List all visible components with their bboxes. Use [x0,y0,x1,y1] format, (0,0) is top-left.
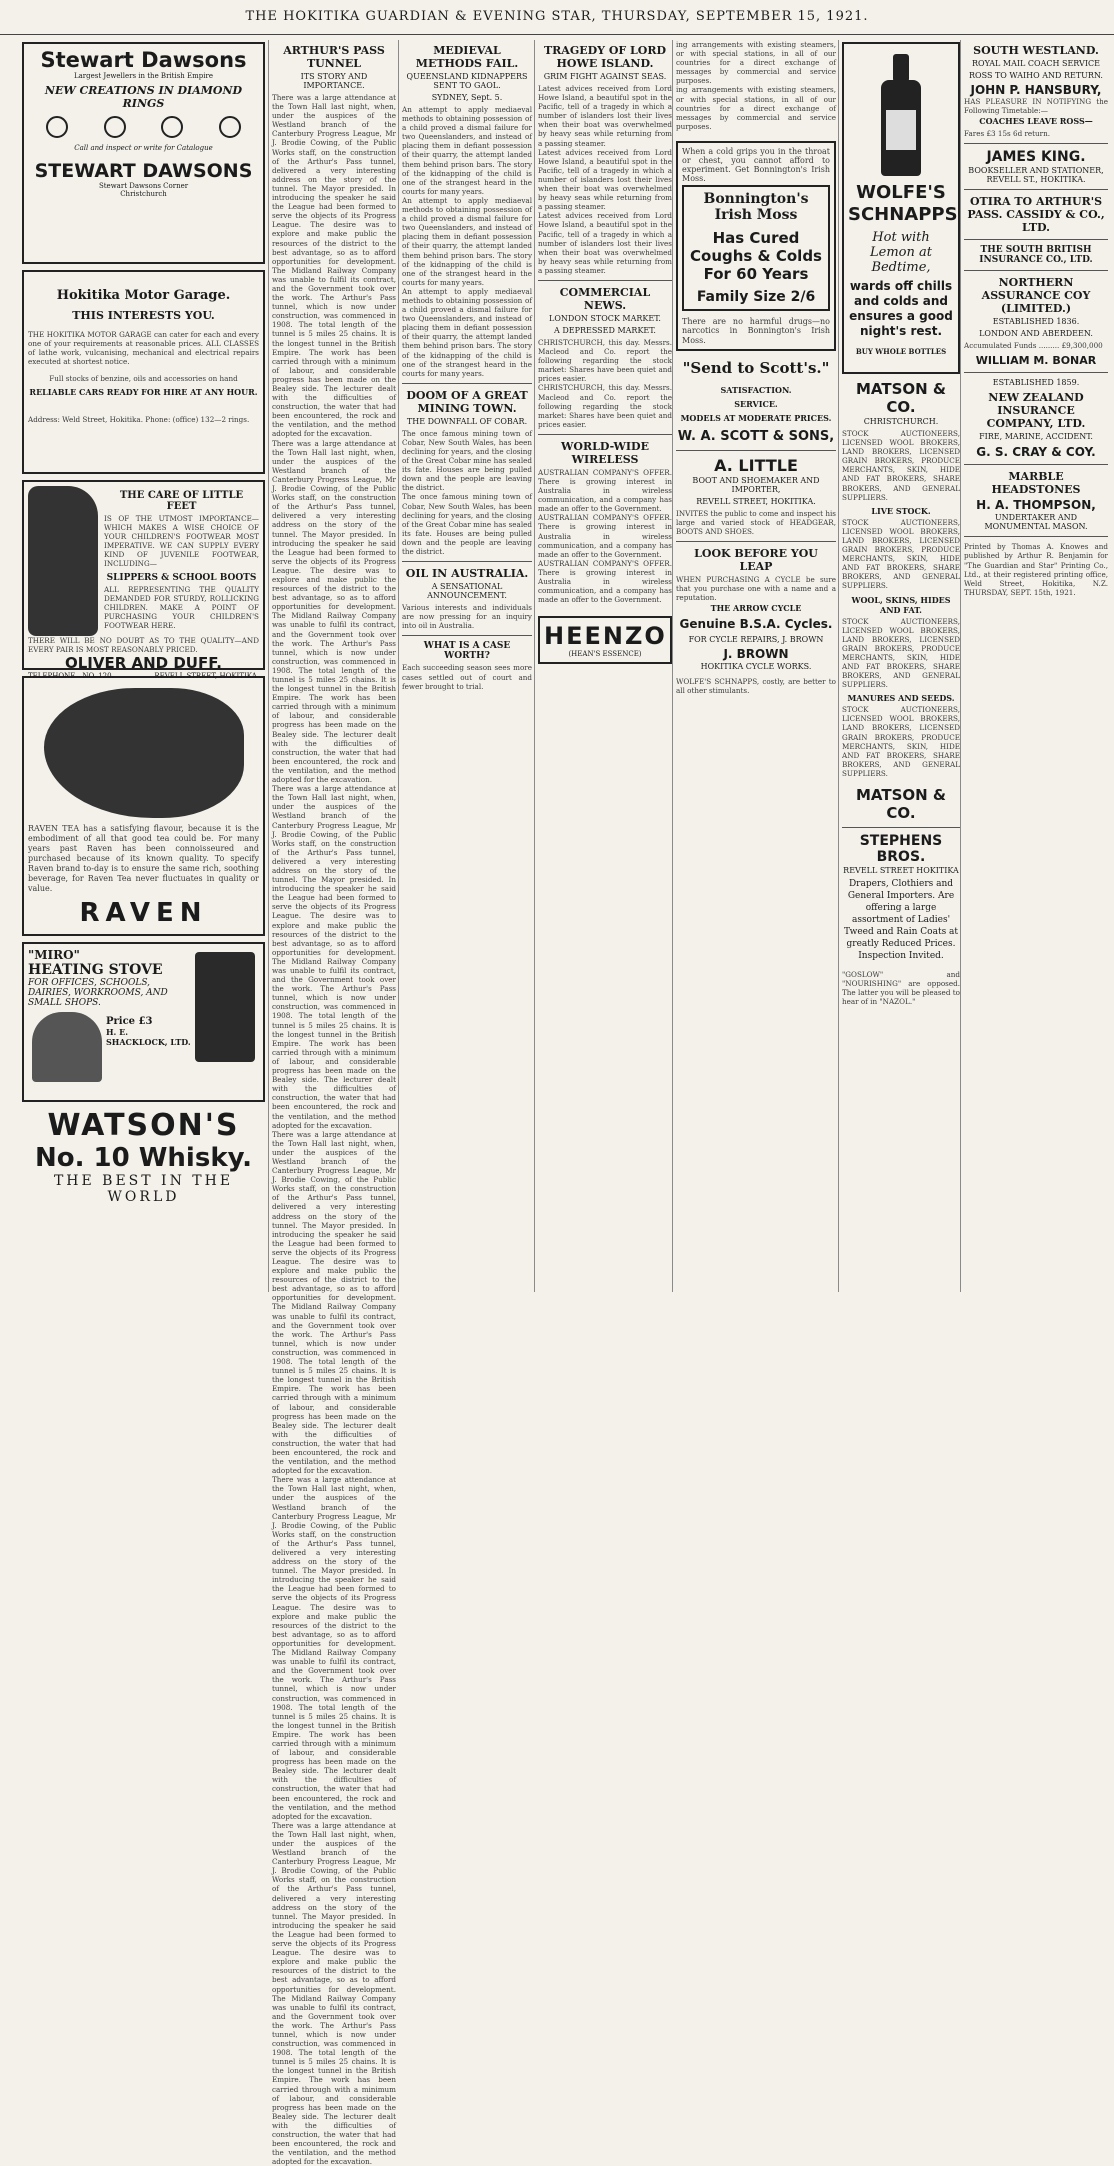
stewart-logo: STEWART DAWSONS [34,160,253,182]
medieval-body-continued: An attempt to apply mediaeval methods to obtaining possession of a child proved a dismal failure for two Queenslanders, and instead of placing them in defiant possession of their quarry, the attempt landed them behind prison bars. The story of the kidnapping of the child is one of the strangest heard in the courts for many years. [402,195,532,287]
cycle-arrow: THE ARROW CYCLE [710,603,802,614]
feet-telephone: TELEPHONE—NO. 120. [28,672,114,681]
matson-manure: MANURES AND SEEDS. [847,693,955,704]
stove-illustration [195,952,255,1062]
matson-wool: WOOL, SKINS, HIDES AND FAT. [851,594,951,615]
stewart-corner: Stewart Dawsons Corner [98,182,189,190]
garage-cars: RELIABLE CARS READY FOR HIRE AT ANY HOUR. [29,387,258,398]
arthurs-pass-body: There was a large attendance at the Town Hall last night, when, under the auspices of the Westland branch of the Canterbury Progress League, Mr J. Brodie Cowing, of the Public Works staff, on the construction of the Arthur's Pass tunnel, delivered a very interesting address on the story of the tunnel. The Mayor presided. In introducing the speaker he said the League had been formed to serve the objects of its Progress League. The desire was to explore and make public the resources of the district to the best advantage, so as to afford opportunities for development. The Midland Railway Company was unable to fulfil its contract, and the Government took over the work. The Arthur's Pass tunnel, which is now under construction, was commenced in 1908. The total length of the tunnel is 5 miles 25 chains. It is the longest tunnel in the British Empire. The work has been carried through with a minimum of labour, and considerable progress has been made on the Bealey side. The lecturer dealt with the difficulties of construction, the water that had been encountered, the rock and the ventilation, and the method adopted for the excavation. [272,93,396,439]
northern-heading: NORTHERN ASSURANCE COY (LIMITED.) [981,276,1091,316]
arthurs-pass-body-continued-5: There was a large attendance at the Town Hall last night, when, under the auspices of the Westland branch of the Canterbury Progress League, Mr J. Brodie Cowing, of the Public Works staff, on the construction of the Arthur's Pass tunnel, delivered a very interesting address on the story of the tunnel. The Mayor presided. In introducing the speaker he said the League had been formed to serve the objects of its Progress League. The desire was to explore and make public the resources of the district to the best advantage, so as to afford opportunities for development. The Midland Railway Company was unable to fulfil its contract, and the Government took over the work. The Arthur's Pass tunnel, which is now under construction, was commenced in 1908. The total length of the tunnel is 5 miles 25 chains. It is the longest tunnel in the British Empire. The work has been carried through with a minimum of labour, and considerable progress has been made on the Bealey side. The lecturer dealt with the difficulties of construction, the water that had been encountered, the rock and the ventilation, and the method adopted for the excavation. [272,1820,396,2166]
sw-route: ROSS TO WAIHO AND RETURN. [969,71,1103,80]
raven-illustration [44,688,244,818]
ring-row [28,116,259,138]
nazol-note: "GOSLOW" and "NOURISHING" are opposed. The latter you will be pleased to hear of in "NAZOL." [842,970,960,1007]
divider [402,383,532,384]
miro-stove-ad [22,942,265,1102]
divider [964,536,1108,537]
nz-est: ESTABLISHED 1859. [992,378,1080,388]
watsons-whisky-ad [22,1108,265,1205]
nz-fire: FIRE, MARINE, ACCIDENT. [979,432,1093,442]
feet-body: IS OF THE UTMOST IMPORTANCE—WHICH MAKES A WISE CHOICE OF YOUR CHILDREN'S FOOTWEAR MOST IMPERATIVE. WE CAN SUPPLY EVERY KIND OF JUVENILE FOOTWEAR, INCLUDING— [104,514,259,569]
wolfe-buy: BUY WHOLE BOTTLES [855,347,947,356]
medieval-body-continued-2: An attempt to apply mediaeval methods to obtaining possession of a child proved a dismal failure for two Queenslanders, and instead of placing them in defiant possession of their quarry, the attempt landed them behind prison bars. The story of the kidnapping of the child is one of the strangest heard in the courts for many years. [402,286,532,378]
garage-interest: THIS INTERESTS YOU. [72,309,215,322]
wolfe-benefit: wards off chills and colds and ensures a good night's rest. [849,279,953,338]
children-illustration [32,1012,102,1082]
stewart-name: Stewart Dawsons [40,48,247,72]
divider [402,635,532,636]
medieval-sub: QUEENSLAND KIDNAPPERS SENT TO GAOL. [406,72,528,90]
divider [538,434,672,435]
bonnington-headline: Has Cured Coughs & Colds For 60 Years [690,229,822,284]
cobar-body-continued: The once famous mining town of Cobar, New South Wales, has been declining for years, and the closing of the Great Cobar mine has sealed its fate. Houses are being pulled down and the people are leaving the district. [402,492,532,557]
stewart-tagline: Largest Jewellers in the British Empire [73,72,213,80]
sw-mail: ROYAL MAIL COACH SERVICE [972,59,1100,68]
commercial-body-continued: CHRISTCHURCH, this day. Messrs. Macleod and Co. report the following regarding the stock market: Shares have been quiet and prices easier. [538,383,672,429]
stewart-dawsons-ad [22,42,265,264]
column-2 [268,40,399,2166]
arthurs-pass-sub: ITS STORY AND IMPORTANCE. [300,72,368,90]
masthead: THE HOKITIKA GUARDIAN & EVENING STAR, THURSDAY, SEPTEMBER 15, 1921. [0,0,1114,35]
case-heading: WHAT IS A CASE WORTH? [423,641,511,662]
column-5 [672,40,839,1292]
matson-name-footer: MATSON & CO. [855,786,946,822]
wireless-body-continued-2: AUSTRALIAN COMPANY'S OFFER. There is growing interest in Australia in wireless communication, and a company has made an offer to the Government. [538,558,672,605]
medieval-body: An attempt to apply mediaeval methods to obtaining possession of a child proved a dismal failure for two Queenslanders, and instead of placing them in defiant possession of their quarry, the attempt landed them behind prison bars. The story of the kidnapping of the child is one of the strangest heard in the courts for many years. [402,105,532,196]
cycle-works: HOKITIKA CYCLE WORKS. [700,662,812,672]
ring-icon [161,116,183,138]
arthurs-pass-heading: ARTHUR'S PASS TUNNEL [283,44,385,70]
miro-sub: FOR OFFICES, SCHOOLS, DAIRIES, WORKROOMS, AND SMALL SHOPS. [28,978,168,1008]
ring-icon [104,116,126,138]
stephens-body: Drapers, Clothiers and General Importers. Are offering a large assortment of Ladies' Tweed and Rain Coats at greatly Reduced Prices. Inspection Invited. [843,879,959,961]
divider [964,143,1108,144]
marble-heading: MARBLE HEADSTONES [991,470,1081,497]
little-street: REVELL STREET, HOKITIKA. [696,496,816,506]
stewart-creations: NEW CREATIONS IN DIAMOND RINGS [44,84,243,110]
garage-title: Hokitika Motor Garage. [56,288,231,303]
feet-detail: ALL REPRESENTING THE QUALITY DEMANDED FOR STURDY, ROLLICKING CHILDREN. MAKE A POINT OF PURCHASING YOUR CHILDREN'S FOOTWEAR HERE. [104,584,259,630]
divider [964,189,1108,190]
stephens-name: STEPHENS BROS. [859,833,943,865]
divider [402,561,532,562]
heenzo-brand: HEENZO [544,622,667,651]
bonnington-warning: There are no harmful drugs—no narcotics in Bonnington's Irish Moss. [682,317,830,345]
little-name: A. LITTLE [714,455,798,475]
little-trade: BOOT AND SHOEMAKER AND IMPORTER, [692,475,820,494]
oliver-duff-ad [22,480,265,681]
divider [964,372,1108,373]
wolfe-name: WOLFE'S SCHNAPPS [848,182,958,225]
divider [964,270,1108,271]
divider [964,464,1108,465]
wireless-body-continued: AUSTRALIAN COMPANY'S OFFER. There is growing interest in Australia in wireless communication, and a company has made an offer to the Government. [538,513,672,559]
miro-maker: H. E. SHACKLOCK, LTD. [106,1027,191,1047]
feet-doubt: THERE WILL BE NO DOUBT AS TO THE QUALITY—AND EVERY PAIR IS MOST REASONABLY PRICED. [28,636,259,655]
oil-heading: OIL IN AUSTRALIA. [405,567,529,581]
cycle-genuine: Genuine B.S.A. Cycles. [679,617,833,632]
bonnington-size: Family Size 2/6 [696,289,816,306]
garage-stock: Full stocks of benzine, oils and accessories on hand [49,374,238,384]
feet-street: REVELL STREET, HOKITIKA. [154,672,259,681]
garage-body: THE HOKITIKA MOTOR GARAGE can cater for each and every one of your requirements at reasonable prices. ALL CLASSES of lathe work, vulcanising, mechanical and electrical repairs executed at shortest notice. [28,330,259,367]
scott-slogan: "Send to Scott's." [682,358,830,377]
lord-howe-heading: TRAGEDY OF LORD HOWE ISLAND. [543,44,667,70]
feet-firm: OLIVER AND DUFF. [65,654,222,673]
sw-heading: SOUTH WESTLAND. [973,44,1099,57]
miro-price: Price £3 [106,1016,153,1027]
arthurs-pass-body-continued: There was a large attendance at the Town Hall last night, when, under the auspices of the Westland branch of the Canterbury Progress League, Mr J. Brodie Cowing, of the Public Works staff, on the construction of the Arthur's Pass tunnel, delivered a very interesting address on the story of the tunnel. The Mayor presided. In introducing the speaker he said the League had been formed to serve the objects of its Progress League. The desire was to explore and make public the resources of the district to the best advantage, so as to afford opportunities for development. The Midland Railway Company was unable to fulfil its contract, and the Government took over the work. The Arthur's Pass tunnel, which is now under construction, was commenced in 1908. The total length of the tunnel is 5 miles 25 chains. It is the longest tunnel in the British Empire. The work has been carried through with a minimum of labour, and considerable progress has been made on the Bealey side. The lecturer dealt with the difficulties of construction, the water that had been encountered, the rock and the ventilation, and the method adopted for the excavation. [272,438,396,785]
oil-body: Various interests and individuals are now pressing for an inquiry into oil in Australia. [402,603,532,631]
imprint: Printed by Thomas A. Knowes and published by Arthur R. Benjamin for "The Guardian and Star" Printing Co., Ltd., at their registered printing office, Weld Street, Hokitika, N.Z. THURSDAY, SEPT. 15th, 1921. [964,542,1108,597]
wireless-continued-2: ing arrangements with existing steamers, or with special stations, in all of our countries for a direct exchange of messages by commercial and service purposes. [676,85,836,131]
james-king-name: JAMES KING. [986,149,1086,166]
scott-satisfaction: SATISFACTION. [720,384,792,395]
heenzo-ad [538,616,672,664]
matson-body-continued-3: STOCK AUCTIONEERS, LICENSED WOOL BROKERS, LAND BROKERS, LICENSED GRAIN BROKERS, PRODUCE MERCHANTS, SKIN, HIDE AND FAT BROKERS, SHARE BROKERS, AND GENERAL SUPPLIERS. [842,705,960,778]
matson-body: STOCK AUCTIONEERS, LICENSED WOOL BROKERS, LAND BROKERS, LICENSED GRAIN BROKERS, PRODUCE MERCHANTS, SKIN, HIDE AND FAT BROKERS, SHARE BROKERS, AND GENERAL SUPPLIERS. [842,429,960,502]
miro-heading: HEATING STOVE [28,962,163,978]
medieval-heading: MEDIEVAL METHODS FAIL. [415,44,519,70]
girl-boot-illustration [28,486,98,636]
thompson-trade: UNDERTAKER AND MONUMENTAL MASON. [984,513,1088,532]
miro-name: "MIRO" [28,948,80,962]
wireless-body: AUSTRALIAN COMPANY'S OFFER. There is growing interest in Australia in wireless communication, and a company has made an offer to the Government. [538,467,672,514]
heenzo-sub: (HEAN'S ESSENCE) [568,650,642,659]
feet-slippers: SLIPPERS & SCHOOL BOOTS [106,572,257,583]
northern-funds: Accumulated Funds ......... £9,300,000 [964,341,1103,351]
column-7 [960,40,1111,1292]
commercial-sub-2: A DEPRESSED MARKET. [554,325,656,335]
cycle-body: WHEN PURCHASING A CYCLE be sure that you purchase one with a name and a reputation. [676,574,836,603]
lord-howe-body-continued-2: Latest advices received from Lord Howe Island, a beautiful spot in the Pacific, tell of a tragedy in which a number of islanders lost their lives when their boat was overwhelmed by heavy seas while returning from a passing steamer. [538,211,672,275]
scott-service: SERVICE. [734,398,778,409]
cray-name: G. S. CRAY & COY. [976,445,1096,460]
wireless-continued: ing arrangements with existing steamers, or with special stations, in all of our countries for a direct exchange of messages by commercial and service purposes. [676,40,836,86]
arthurs-pass-body-continued-4: There was a large attendance at the Town Hall last night, when, under the auspices of the Westland branch of the Canterbury Progress League, Mr J. Brodie Cowing, of the Public Works staff, on the construction of the Arthur's Pass tunnel, delivered a very interesting address on the story of the tunnel. The Mayor presided. In introducing the speaker he said the League had been formed to serve the objects of its Progress League. The desire was to explore and make public the resources of the district to the best advantage, so as to afford opportunities for development. The Midland Railway Company was unable to fulfil its contract, and the Government took over the work. The Arthur's Pass tunnel, which is now under construction, was commenced in 1908. The total length of the tunnel is 5 miles 25 chains. It is the longest tunnel in the British Empire. The work has been carried through with a minimum of labour, and considerable progress has been made on the Bealey side. The lecturer dealt with the difficulties of construction, the water that had been encountered, the rock and the ventilation, and the method adopted for the excavation. [272,1475,396,1821]
watsons-line3: THE BEST IN THE WORLD [53,1173,234,1205]
wolfes-schnapps-ad [842,42,960,374]
little-body: INVITES the public to come and inspect his large and varied stock of HEADGEAR, BOOTS AND SHOES. [676,508,836,536]
lord-howe-body: Latest advices received from Lord Howe Island, a beautiful spot in the Pacific, tell of a tragedy in which a number of islanders lost their lives when their boat was overwhelmed by heavy seas while returning from a passing steamer. [538,84,672,148]
matson-name: MATSON & CO. [855,380,946,416]
hansbury-note: HAS PLEASURE IN NOTIFYING the Following Timetable:— [964,97,1108,116]
matson-body-continued: STOCK AUCTIONEERS, LICENSED WOOL BROKERS, LAND BROKERS, LICENSED GRAIN BROKERS, PRODUCE MERCHANTS, SKIN, HIDE AND FAT BROKERS, SHARE BROKERS, AND GENERAL SUPPLIERS. [842,517,960,591]
south-british-heading: THE SOUTH BRITISH INSURANCE CO., LTD. [979,245,1093,266]
divider [676,450,836,451]
lord-howe-body-continued: Latest advices received from Lord Howe Island, a beautiful spot in the Pacific, tell of a tragedy in which a number of islanders lost their lives when their boat was overwhelmed by heavy seas while returning from a passing steamer. [538,147,672,212]
bonnington-ad [676,141,836,351]
commercial-body: CHRISTCHURCH, this day. Messrs. Macleod and Co. report the following regarding the stock market: Shares have been quiet and prices easier. [538,337,672,384]
northern-cities: LONDON AND ABERDEEN. [979,329,1093,339]
schnapps-bottle-illustration [881,80,921,176]
divider [538,280,672,281]
stewart-price-note: Call and inspect or write for Catalogue [74,144,213,152]
cycle-heading: LOOK BEFORE YOU LEAP [694,546,818,573]
nz-insurance: NEW ZEALAND INSURANCE COMPANY, LTD. [986,391,1086,431]
scott-models: MODELS AT MODERATE PRICES. [680,412,832,423]
arthurs-pass-body-continued-3: There was a large attendance at the Town Hall last night, when, under the auspices of the Westland branch of the Canterbury Progress League, Mr J. Brodie Cowing, of the Public Works staff, on the construction of the Arthur's Pass tunnel, delivered a very interesting address on the story of the tunnel. The Mayor presided. In introducing the speaker he said the League had been formed to serve the objects of its Progress League. The desire was to explore and make public the resources of the district to the best advantage, so as to afford opportunities for development. The Midland Railway Company was unable to fulfil its contract, and the Government took over the work. The Arthur's Pass tunnel, which is now under construction, was commenced in 1908. The total length of the tunnel is 5 miles 25 chains. It is the longest tunnel in the British Empire. The work has been carried through with a minimum of labour, and considerable progress has been made on the Bealey side. The lecturer dealt with the difficulties of construction, the water that had been encountered, the rock and the ventilation, and the method adopted for the excavation. [272,1129,396,1476]
feet-heading: THE CARE OF LITTLE FEET [119,490,244,512]
column-4 [534,40,675,1292]
matson-sales: LIVE STOCK. [871,505,931,516]
wolfe-line: Hot with Lemon at Bedtime, [870,230,932,275]
column-6 [838,40,963,1292]
bonnington-panel [682,185,830,311]
garage-address: Address: Weld Street, Hokitika. Phone: (office) 132—2 rings. [28,415,250,425]
stewart-city: Christchurch [120,190,167,198]
wireless-heading: WORLD-WIDE WIRELESS [561,439,649,466]
commercial-heading: COMMERCIAL NEWS. [559,285,651,312]
column-1 [22,40,265,1292]
matson-body-continued-2: STOCK AUCTIONEERS, LICENSED WOOL BROKERS, LAND BROKERS, LICENSED GRAIN BROKERS, PRODUCE MERCHANTS, SKIN, HIDE AND FAT BROKERS, SHARE BROKERS, AND GENERAL SUPPLIERS. [842,616,960,690]
northern-est: ESTABLISHED 1836. [992,317,1080,327]
raven-tea-ad [22,676,265,936]
coaches-leave: COACHES LEAVE ROSS— [979,116,1093,127]
bonnington-intro: When a cold grips you in the throat or chest, you cannot afford to experiment. Get Bonnington's Irish Moss. [682,146,830,184]
case-body: Each succeeding season sees more cases settled out of court and fewer brought to trial. [402,663,532,691]
column-3 [398,40,535,1292]
cobar-sub: THE DOWNFALL OF COBAR. [406,416,528,426]
scott-name: W. A. SCOTT & SONS, [677,428,835,444]
divider [964,239,1108,240]
stephens-street: REVELL STREET HOKITIKA [843,866,959,875]
ring-icon [219,116,241,138]
ring-icon [46,116,68,138]
lord-howe-sub: GRIM FIGHT AGAINST SEAS. [543,72,667,81]
cycle-brown: J. BROWN [723,647,789,662]
watsons-line2: No. 10 Whisky. [34,1143,253,1173]
oil-sub: A SENSATIONAL ANNOUNCEMENT. [427,582,507,601]
cycle-repairs: FOR CYCLE REPAIRS, J. BROWN [688,635,824,645]
bonnington-brand: Bonnington's Irish Moss [703,191,809,224]
schnapps-note: WOLFE'S SCHNAPPS, costly, are better to all other stimulants. [676,677,836,696]
matson-city: CHRISTCHURCH. [863,417,939,426]
hansbury-name: JOHN P. HANSBURY, [970,83,1102,97]
divider [842,827,960,828]
cobar-heading: DOOM OF A GREAT MINING TOWN. [406,388,528,415]
motor-garage-ad [22,270,265,474]
watsons-line1: WATSON'S [47,1108,240,1143]
raven-brand: RAVEN [79,898,208,928]
commercial-sub: LONDON STOCK MARKET. [549,313,661,323]
arthurs-pass-body-continued-2: There was a large attendance at the Town Hall last night, when, under the auspices of the Westland branch of the Canterbury Progress League, Mr J. Brodie Cowing, of the Public Works staff, on the construction of the Arthur's Pass tunnel, delivered a very interesting address on the story of the tunnel. The Mayor presided. In introducing the speaker he said the League had been formed to serve the objects of its Progress League. The desire was to explore and make public the resources of the district to the best advantage, so as to afford opportunities for development. The Midland Railway Company was unable to fulfil its contract, and the Government took over the work. The Arthur's Pass tunnel, which is now under construction, was commenced in 1908. The total length of the tunnel is 5 miles 25 chains. It is the longest tunnel in the British Empire. The work has been carried through with a minimum of labour, and considerable progress has been made on the Bealey side. The lecturer dealt with the difficulties of construction, the water that had been encountered, the rock and the ventilation, and the method adopted for the excavation. [272,784,396,1130]
bonar-name: WILLIAM M. BONAR [975,354,1097,368]
otira-heading: OTIRA TO ARTHUR'S PASS. CASSIDY & CO., LTD. [967,195,1105,235]
raven-body: RAVEN TEA has a satisfying flavour, because it is the embodiment of all that good tea could be. For many years past Raven has been connoisseured and purchased because of its known quality. To specify Raven brand to-day is to ensure the same rich, soothing beverage, for Raven Tea never fluctuates in quality or value. [28,824,259,893]
cobar-body: The once famous mining town of Cobar, New South Wales, has been declining for years, and the closing of the Great Cobar mine has sealed its fate. Houses are being pulled down and the people are leaving the district. [402,428,532,493]
james-king-trade: BOOKSELLER AND STATIONER, REVELL ST., HOKITIKA. [968,166,1104,185]
thompson-name: H. A. THOMPSON, [976,498,1096,513]
divider [676,541,836,542]
medieval-dateline: SYDNEY, Sept. 5. [431,93,503,102]
fares: Fares £3 15s 6d return. [964,129,1051,139]
